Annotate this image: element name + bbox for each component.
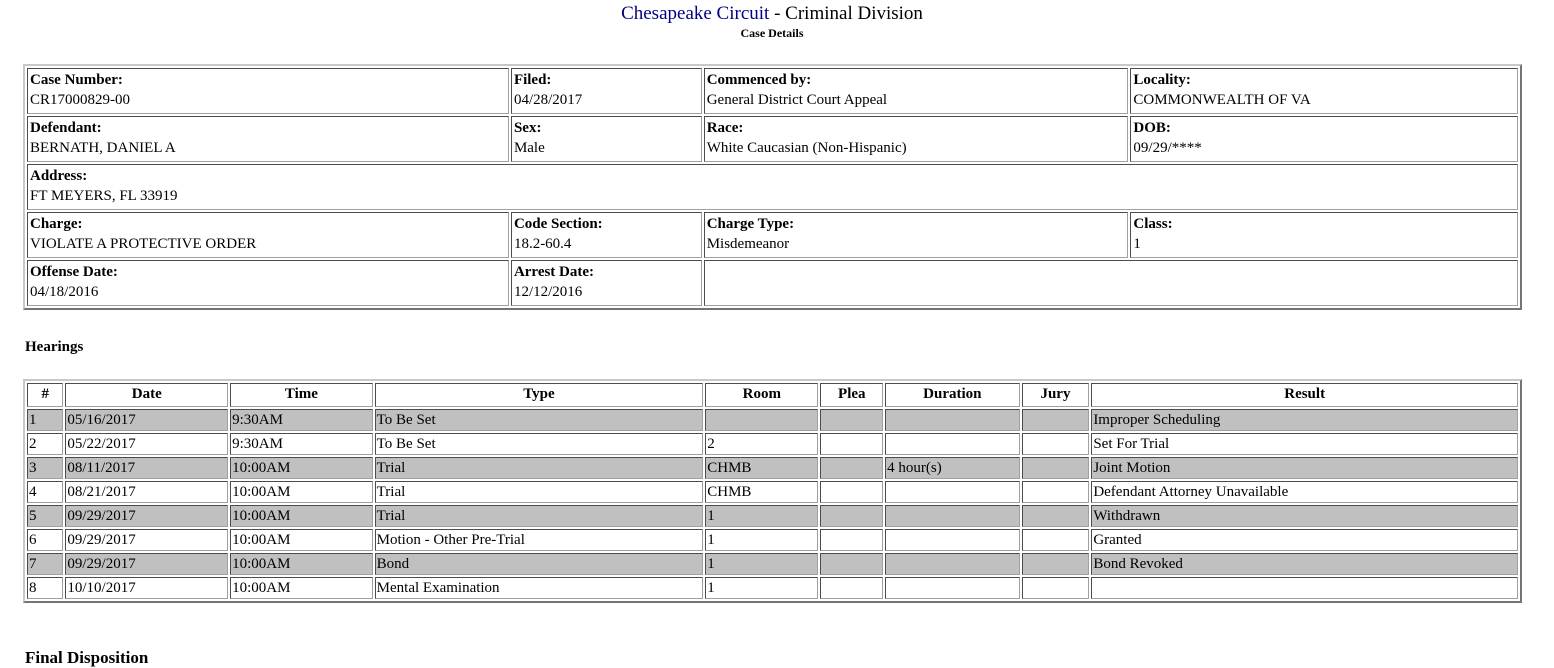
hearing-jury-cell	[1022, 577, 1090, 599]
hearing-date-cell: 09/29/2017	[65, 505, 228, 527]
hearing-plea-cell	[820, 433, 883, 455]
code-section-value: 18.2-60.4	[513, 236, 572, 252]
hearing-room-cell: 1	[705, 553, 818, 575]
case-row-3	[27, 164, 1518, 210]
arrest-date-value: 12/12/2016	[513, 284, 583, 300]
class-cell	[1130, 212, 1518, 258]
address-value: FT MEYERS, FL 33919	[30, 188, 178, 204]
offense-date-value: 04/18/2016	[30, 284, 99, 300]
hearing-plea-cell	[820, 481, 883, 503]
hearing-duration-cell	[885, 529, 1019, 551]
hearing-room-cell: 2	[705, 433, 818, 455]
page-subtitle: Case Details	[740, 26, 804, 40]
hearing-plea-cell	[820, 529, 883, 551]
col-header-plea: Plea	[820, 383, 883, 407]
table-row	[27, 409, 1518, 431]
hearing-jury-cell	[1022, 553, 1090, 575]
hearing-time-cell: 10:00AM	[230, 505, 373, 527]
table-row	[27, 505, 1518, 527]
hearing-time-cell: 10:00AM	[230, 577, 373, 599]
hearing-result-cell: Defendant Attorney Unavailable	[1091, 481, 1518, 503]
title-separator: -	[769, 3, 786, 24]
defendant-value: BERNATH, DANIEL A	[30, 140, 176, 156]
hearing-time-cell: 10:00AM	[230, 481, 373, 503]
hearing-jury-cell	[1022, 433, 1090, 455]
hearing-time-cell: 10:00AM	[230, 457, 373, 479]
hearing-type-cell: Motion - Other Pre-Trial	[375, 529, 704, 551]
dob-label: DOB:	[1133, 120, 1171, 136]
dob-cell	[1130, 116, 1518, 162]
hearing-jury-cell	[1022, 457, 1090, 479]
hearing-result-cell: Set For Trial	[1091, 433, 1518, 455]
col-header-type: Type	[375, 383, 704, 407]
hearing-type-cell: To Be Set	[375, 433, 704, 455]
locality-label: Locality:	[1133, 72, 1191, 88]
hearing-result-cell: Improper Scheduling	[1091, 409, 1518, 431]
case-number-value: CR17000829-00	[30, 92, 131, 108]
commenced-by-value: General District Court Appeal	[706, 92, 888, 108]
final-disposition-title: Final Disposition	[25, 648, 149, 667]
col-header-time: Time	[230, 383, 373, 407]
hearing-type-cell: Mental Examination	[375, 577, 704, 599]
hearing-duration-cell	[885, 409, 1019, 431]
hearing-plea-cell	[820, 457, 883, 479]
hearing-time-cell: 9:30AM	[230, 409, 373, 431]
case-details-table	[23, 64, 1522, 310]
hearing-result-cell: Granted	[1091, 529, 1518, 551]
locality-value: COMMONWEALTH OF VA	[1133, 92, 1311, 108]
race-cell	[704, 116, 1129, 162]
hearing-plea-cell	[820, 505, 883, 527]
case-row-5	[27, 260, 1518, 306]
charge-type-label: Charge Type:	[706, 216, 795, 232]
hearing-room-cell: CHMB	[705, 481, 818, 503]
hearing-duration-cell	[885, 553, 1019, 575]
hearing-num-cell: 7	[27, 553, 63, 575]
page-header	[0, 4, 1544, 42]
hearing-room-cell: CHMB	[705, 457, 818, 479]
table-row	[27, 481, 1518, 503]
col-header-jury: Jury	[1022, 383, 1090, 407]
hearing-duration-cell: 4 hour(s)	[885, 457, 1019, 479]
charge-type-cell	[704, 212, 1129, 258]
hearing-room-cell: 1	[705, 529, 818, 551]
hearing-time-cell: 9:30AM	[230, 433, 373, 455]
hearing-type-cell: Trial	[375, 457, 704, 479]
empty-cell	[704, 260, 1518, 306]
hearing-num-cell: 8	[27, 577, 63, 599]
hearing-date-cell: 08/11/2017	[65, 457, 228, 479]
hearing-type-cell: Trial	[375, 505, 704, 527]
charge-label: Charge:	[30, 216, 83, 232]
offense-date-label: Offense Date:	[30, 264, 118, 280]
race-label: Race:	[706, 120, 744, 136]
hearing-duration-cell	[885, 505, 1019, 527]
commenced-by-label: Commenced by:	[706, 72, 812, 88]
col-header-number: #	[27, 383, 63, 407]
court-name: Chesapeake Circuit	[621, 3, 770, 24]
case-row-1	[27, 68, 1518, 114]
sex-label: Sex:	[513, 120, 542, 136]
filed-value: 04/28/2017	[513, 92, 583, 108]
code-section-cell	[511, 212, 702, 258]
hearing-type-cell: To Be Set	[375, 409, 704, 431]
hearings-table	[23, 379, 1522, 603]
address-cell	[27, 164, 1518, 210]
hearing-duration-cell	[885, 433, 1019, 455]
hearing-num-cell: 6	[27, 529, 63, 551]
arrest-date-label: Arrest Date:	[513, 264, 595, 280]
case-row-4	[27, 212, 1518, 258]
hearing-date-cell: 09/29/2017	[65, 553, 228, 575]
charge-cell	[27, 212, 509, 258]
hearing-date-cell: 09/29/2017	[65, 529, 228, 551]
page-title	[0, 4, 1544, 24]
dob-value: 09/29/****	[1133, 140, 1202, 156]
class-label: Class:	[1133, 216, 1173, 232]
hearing-plea-cell	[820, 577, 883, 599]
hearing-num-cell: 2	[27, 433, 63, 455]
table-row	[27, 577, 1518, 599]
hearing-room-cell: 1	[705, 577, 818, 599]
table-row	[27, 433, 1518, 455]
hearing-duration-cell	[885, 481, 1019, 503]
division-name: Criminal Division	[785, 3, 923, 24]
table-row	[27, 529, 1518, 551]
race-value: White Caucasian (Non-Hispanic)	[706, 140, 907, 156]
sex-value: Male	[513, 140, 545, 156]
commenced-by-cell	[704, 68, 1129, 114]
address-label: Address:	[30, 168, 88, 184]
sex-cell	[511, 116, 702, 162]
class-value: 1	[1133, 236, 1141, 252]
hearing-num-cell: 4	[27, 481, 63, 503]
col-header-duration: Duration	[885, 383, 1019, 407]
hearing-plea-cell	[820, 409, 883, 431]
hearing-num-cell: 3	[27, 457, 63, 479]
hearing-date-cell: 05/16/2017	[65, 409, 228, 431]
case-row-2	[27, 116, 1518, 162]
table-row	[27, 553, 1518, 575]
locality-cell	[1130, 68, 1518, 114]
charge-value: VIOLATE A PROTECTIVE ORDER	[30, 236, 257, 252]
defendant-cell	[27, 116, 509, 162]
hearing-plea-cell	[820, 553, 883, 575]
hearing-room-cell	[705, 409, 818, 431]
hearing-date-cell: 10/10/2017	[65, 577, 228, 599]
code-section-label: Code Section:	[513, 216, 603, 232]
hearing-jury-cell	[1022, 505, 1090, 527]
hearing-num-cell: 5	[27, 505, 63, 527]
hearing-duration-cell	[885, 577, 1019, 599]
hearing-result-cell: Bond Revoked	[1091, 553, 1518, 575]
hearing-result-cell: Joint Motion	[1091, 457, 1518, 479]
hearing-date-cell: 05/22/2017	[65, 433, 228, 455]
hearing-room-cell: 1	[705, 505, 818, 527]
hearing-jury-cell	[1022, 529, 1090, 551]
hearing-num-cell: 1	[27, 409, 63, 431]
hearings-header-row	[27, 383, 1518, 407]
filed-cell	[511, 68, 702, 114]
defendant-label: Defendant:	[30, 120, 102, 136]
offense-date-cell	[27, 260, 509, 306]
charge-type-value: Misdemeanor	[706, 236, 790, 252]
hearing-result-cell	[1091, 577, 1518, 599]
case-number-cell	[27, 68, 509, 114]
col-header-date: Date	[65, 383, 228, 407]
arrest-date-cell	[511, 260, 702, 306]
case-number-label: Case Number:	[30, 72, 123, 88]
col-header-room: Room	[705, 383, 818, 407]
hearings-title: Hearings	[25, 339, 84, 355]
hearing-jury-cell	[1022, 481, 1090, 503]
hearing-time-cell: 10:00AM	[230, 553, 373, 575]
filed-label: Filed:	[513, 72, 552, 88]
hearing-date-cell: 08/21/2017	[65, 481, 228, 503]
hearing-type-cell: Trial	[375, 481, 704, 503]
hearing-jury-cell	[1022, 409, 1090, 431]
hearings-body	[27, 409, 1518, 599]
col-header-result: Result	[1091, 383, 1518, 407]
hearing-time-cell: 10:00AM	[230, 529, 373, 551]
hearing-result-cell: Withdrawn	[1091, 505, 1518, 527]
hearing-type-cell: Bond	[375, 553, 704, 575]
table-row	[27, 457, 1518, 479]
